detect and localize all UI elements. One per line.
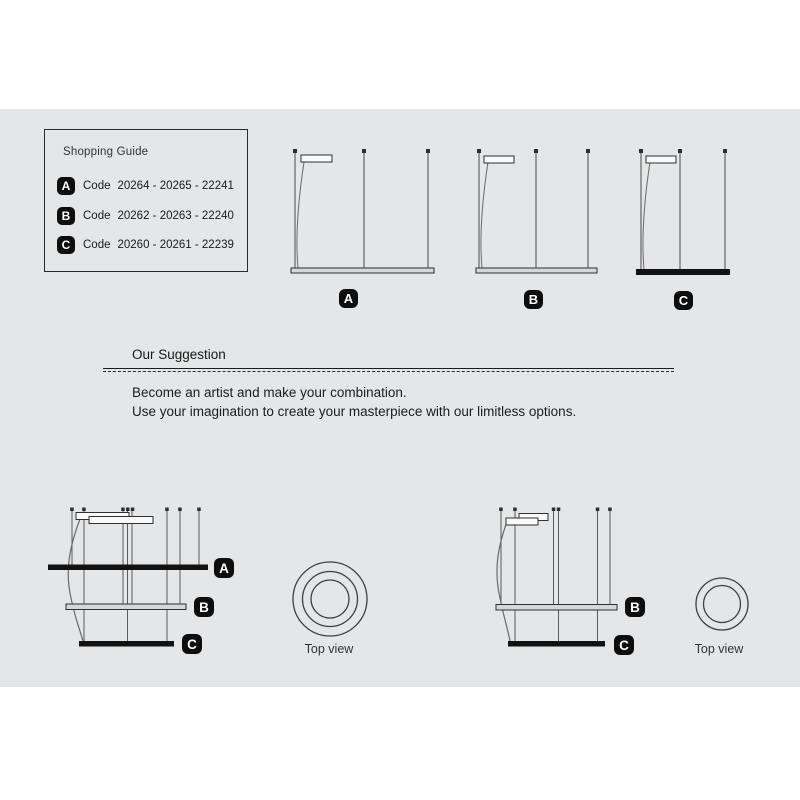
ceiling-mount xyxy=(723,149,727,153)
ceiling-mount xyxy=(557,508,561,512)
ceiling-mount xyxy=(82,508,86,512)
ceiling-mount xyxy=(639,149,643,153)
ceiling-mount xyxy=(678,149,682,153)
power-cable xyxy=(297,162,304,268)
code-word: Code xyxy=(83,239,111,251)
ceiling-mount xyxy=(426,149,430,153)
ceiling-mount xyxy=(293,149,297,153)
ring-bar-c xyxy=(636,269,730,275)
ring-bar-b xyxy=(66,604,186,610)
combo-right-label-b: B xyxy=(625,597,645,617)
code-word: Code xyxy=(83,210,111,222)
heading-rule xyxy=(103,368,674,372)
canopy xyxy=(506,518,538,525)
ceiling-mount xyxy=(70,508,74,512)
ceiling-mount xyxy=(608,508,612,512)
suggestion-heading: Our Suggestion xyxy=(132,347,226,362)
canopy xyxy=(484,156,514,163)
ceiling-mount xyxy=(477,149,481,153)
suggestion-line-2: Use your imagination to create your masterpiece with our limitless options. xyxy=(132,404,577,419)
guide-code-c xyxy=(83,239,234,251)
ring-c-circle xyxy=(704,586,741,623)
code-numbers: 20264 - 20265 - 22241 xyxy=(117,180,234,192)
suggestion-line-1: Become an artist and make your combination. xyxy=(132,385,407,400)
guide-badge-a: A xyxy=(57,177,75,195)
combo-left-label-a: A xyxy=(214,558,234,578)
variant-a-label-badge: A xyxy=(339,289,358,308)
guide-code-b xyxy=(83,210,234,222)
pendant-side-view-b xyxy=(476,149,597,273)
canopy xyxy=(646,156,676,163)
canopy xyxy=(301,155,332,162)
ceiling-mount xyxy=(586,149,590,153)
power-cable xyxy=(68,519,83,641)
code-numbers: 20262 - 20263 - 22240 xyxy=(117,210,234,222)
pendant-side-view-c xyxy=(636,149,730,275)
ceiling-mount xyxy=(552,508,556,512)
ring-bar-c xyxy=(79,641,174,647)
guide-badge-c: C xyxy=(57,236,75,254)
power-cable xyxy=(497,519,510,641)
ceiling-mount xyxy=(131,508,135,512)
ceiling-mount xyxy=(362,149,366,153)
code-word: Code xyxy=(83,180,111,192)
ring-bar-a xyxy=(48,565,208,571)
guide-code-a xyxy=(83,180,234,192)
power-cable xyxy=(481,162,488,268)
combo-left-label-b: B xyxy=(194,597,214,617)
ceiling-mount xyxy=(121,508,125,512)
ceiling-mount xyxy=(165,508,169,512)
combination-abc-side-view xyxy=(48,508,208,647)
code-numbers: 20260 - 20261 - 22239 xyxy=(117,239,234,251)
ring-bar-b xyxy=(476,268,597,273)
ceiling-mount xyxy=(197,508,201,512)
variant-c-label-badge: C xyxy=(674,291,693,310)
ceiling-mount xyxy=(126,508,130,512)
ring-bar-b xyxy=(496,605,617,611)
shopping-guide-title: Shopping Guide xyxy=(63,146,149,158)
top-view-two-rings xyxy=(696,578,748,630)
shopping-guide-box xyxy=(44,129,248,272)
combo-right-label-c: C xyxy=(614,635,634,655)
combination-bc-side-view xyxy=(496,508,617,647)
canopy xyxy=(89,517,153,524)
top-view-three-rings xyxy=(293,562,367,636)
power-cable xyxy=(643,162,650,270)
top-view-caption-left: Top view xyxy=(304,642,354,656)
ceiling-mount xyxy=(513,508,517,512)
top-view-caption-right: Top view xyxy=(694,642,744,656)
ring-a-circle xyxy=(293,562,367,636)
ring-c-circle xyxy=(311,580,349,618)
ring-bar-a xyxy=(291,268,434,273)
ceiling-mount xyxy=(499,508,503,512)
variant-b-label-badge: B xyxy=(524,290,543,309)
guide-badge-b: B xyxy=(57,207,75,225)
ceiling-mount xyxy=(596,508,600,512)
combo-left-label-c: C xyxy=(182,634,202,654)
ceiling-mount xyxy=(534,149,538,153)
pendant-side-view-a xyxy=(291,149,434,273)
ceiling-mount xyxy=(178,508,182,512)
ring-bar-c xyxy=(508,641,605,647)
